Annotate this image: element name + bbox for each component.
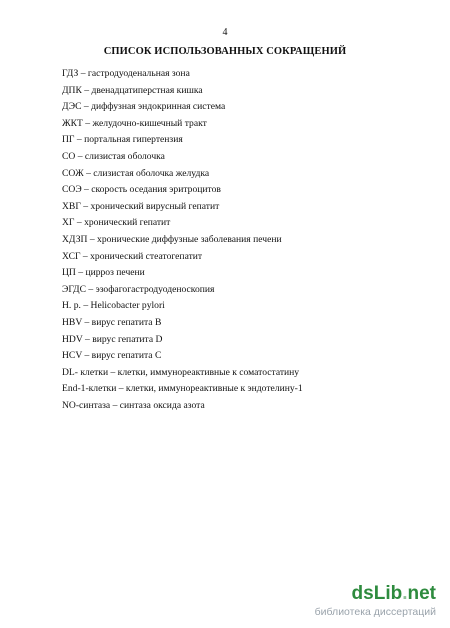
logo-tld: net	[407, 583, 436, 604]
abbreviation-list	[62, 66, 392, 414]
list-item: ЦП – цирроз печени	[62, 267, 145, 279]
list-item: ХДЗП – хронические диффузные заболевания печени	[62, 233, 282, 245]
list-item: ХСГ – хронический стеатогепатит	[62, 250, 203, 262]
watermark[interactable]	[256, 584, 436, 619]
list-item: ЖКТ – желудочно-кишечный тракт	[62, 117, 207, 129]
list-item: ГДЗ – гастродуоденальная зона	[62, 68, 190, 79]
list-item: СОЖ – слизистая оболочка желудка	[62, 167, 210, 179]
list-item: End-1-клетки – клетки, иммунореактивные к эндотелину-1	[62, 383, 303, 395]
list-item: СО – слизистая оболочка	[62, 150, 165, 162]
list-item: СОЭ – скорость оседания эритроцитов	[62, 184, 221, 196]
site-subtitle: библиотека диссертаций	[314, 606, 436, 618]
list-item: ЭГДС – эзофагогастродуоденоскопия	[62, 283, 215, 295]
list-item: HCV – вирус гепатита С	[62, 350, 162, 362]
list-item: ДПК – двенадцатиперстная кишка	[62, 84, 203, 96]
list-item: ДЭС – диффузная эндокринная система	[62, 101, 226, 113]
page-number: 4	[222, 27, 228, 38]
page-title: СПИСОК ИСПОЛЬЗОВАННЫХ СОКРАЩЕНИЙ	[103, 46, 347, 57]
list-item: ХВГ – хронический вирусный гепатит	[62, 200, 220, 212]
list-item: NO-синтаза – синтаза оксида азота	[62, 399, 205, 411]
site-logo[interactable]	[256, 584, 436, 604]
list-item: ХГ – хронический гепатит	[62, 217, 171, 229]
list-item: HBV – вирус гепатита B	[62, 316, 162, 328]
logo-dot: .	[402, 583, 408, 604]
list-item: DL- клетки – клетки, иммунореактивные к соматостатину	[62, 366, 300, 378]
logo-main: dsLib	[351, 583, 403, 604]
list-item: HDV – вирус гепатита D	[62, 333, 163, 345]
list-item: ПГ – портальная гипертензия	[62, 134, 183, 146]
list-item: H. p. – Helicobacter pylori	[62, 300, 165, 312]
